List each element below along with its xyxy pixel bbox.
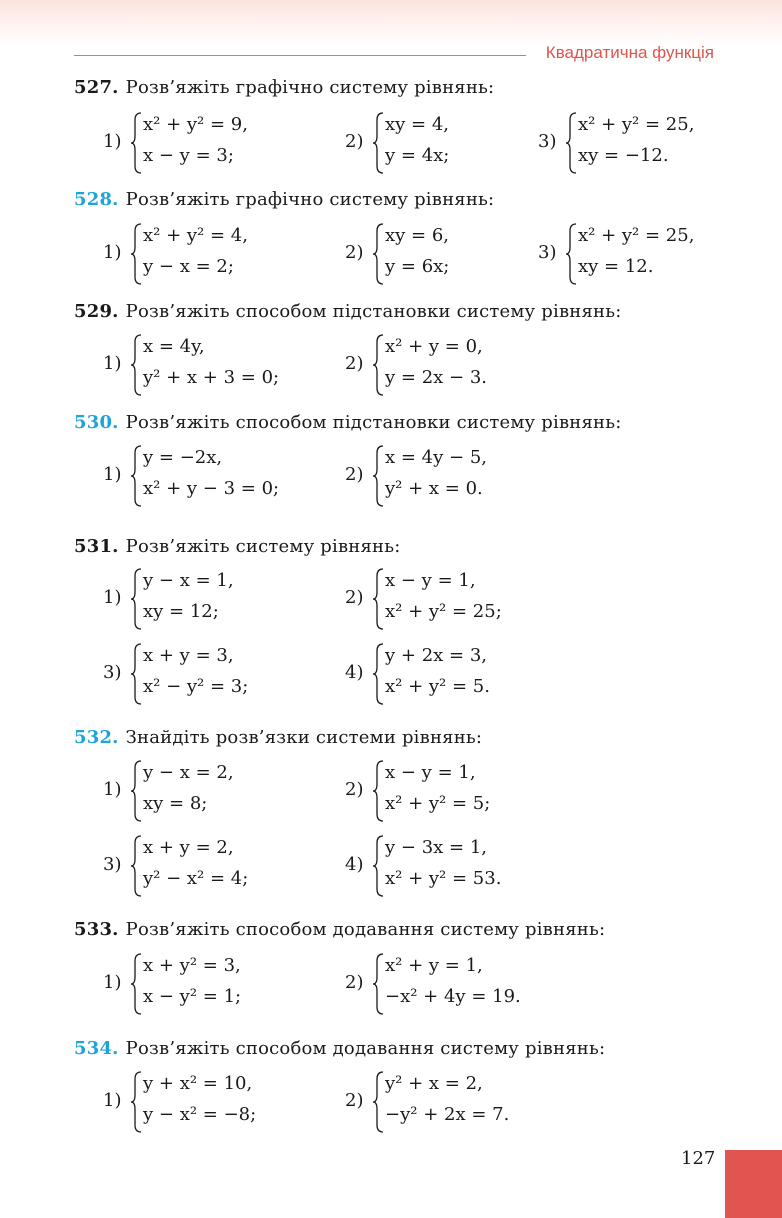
system-label: 1) bbox=[103, 131, 122, 152]
equation-1: y − 3x = 1, bbox=[385, 837, 487, 858]
problem-534 bbox=[74, 1038, 605, 1059]
problem-527 bbox=[74, 77, 494, 98]
equation-1: x² + y² = 9, bbox=[143, 114, 248, 135]
problem-number: 530. bbox=[74, 412, 119, 433]
equation-2: xy = 8; bbox=[143, 793, 208, 814]
brace-icon bbox=[372, 835, 384, 897]
equation-2: x − y = 3; bbox=[143, 145, 234, 166]
brace-icon bbox=[372, 334, 384, 396]
system-label: 4) bbox=[345, 662, 364, 683]
equation-2: y = 2x − 3. bbox=[385, 367, 487, 388]
brace-icon bbox=[372, 112, 384, 174]
equation-1: x − y = 1, bbox=[385, 762, 476, 783]
brace-icon bbox=[372, 445, 384, 507]
equation-2: y² + x + 3 = 0; bbox=[143, 367, 280, 388]
equation-1: y + 2x = 3, bbox=[385, 645, 487, 666]
brace-icon bbox=[130, 953, 142, 1015]
page-number: 127 bbox=[681, 1148, 716, 1169]
system-label: 2) bbox=[345, 972, 364, 993]
equation-2: x² + y² = 25; bbox=[385, 601, 502, 622]
equation-1: y² + x = 2, bbox=[385, 1073, 483, 1094]
problem-text: Розв’яжіть графічно систему рівнянь: bbox=[125, 189, 495, 210]
system-label: 1) bbox=[103, 972, 122, 993]
equation-1: x + y = 2, bbox=[143, 837, 234, 858]
equation-1: y − x = 2, bbox=[143, 762, 234, 783]
equation-2: y − x² = −8; bbox=[143, 1104, 257, 1125]
equation-1: x² + y = 0, bbox=[385, 336, 483, 357]
system-label: 3) bbox=[103, 854, 122, 875]
equation-2: −y² + 2x = 7. bbox=[385, 1104, 510, 1125]
brace-icon bbox=[372, 760, 384, 822]
page-corner-tab bbox=[725, 1150, 782, 1218]
system-label: 2) bbox=[345, 779, 364, 800]
problem-528 bbox=[74, 189, 494, 210]
equation-1: x² + y = 1, bbox=[385, 955, 483, 976]
equation-1: x − y = 1, bbox=[385, 570, 476, 591]
equation-2: xy = 12; bbox=[143, 601, 219, 622]
equation-2: y² − x² = 4; bbox=[143, 868, 249, 889]
system-label: 4) bbox=[345, 854, 364, 875]
problem-text: Розв’яжіть способом додавання систему рівнянь: bbox=[125, 919, 606, 940]
problem-number: 532. bbox=[74, 727, 119, 748]
equation-1: y = −2x, bbox=[143, 447, 223, 468]
system-label: 2) bbox=[345, 242, 364, 263]
brace-icon bbox=[372, 223, 384, 285]
equation-2: x² + y² = 5. bbox=[385, 676, 490, 697]
system-label: 3) bbox=[538, 131, 557, 152]
brace-icon bbox=[130, 835, 142, 897]
problem-number: 529. bbox=[74, 301, 119, 322]
equation-2: y = 6x; bbox=[385, 256, 450, 277]
system-label: 2) bbox=[345, 131, 364, 152]
equation-1: x = 4y − 5, bbox=[385, 447, 487, 468]
problem-531 bbox=[74, 536, 401, 557]
problem-number: 528. bbox=[74, 189, 119, 210]
equation-2: x² + y² = 5; bbox=[385, 793, 491, 814]
equation-1: x² + y² = 25, bbox=[578, 114, 695, 135]
problem-532 bbox=[74, 727, 482, 748]
brace-icon bbox=[130, 112, 142, 174]
equation-1: xy = 4, bbox=[385, 114, 450, 135]
brace-icon bbox=[130, 760, 142, 822]
problem-533 bbox=[74, 919, 605, 940]
equation-1: x = 4y, bbox=[143, 336, 205, 357]
equation-2: x − y² = 1; bbox=[143, 986, 242, 1007]
system-label: 2) bbox=[345, 587, 364, 608]
system-label: 1) bbox=[103, 587, 122, 608]
equation-1: x² + y² = 25, bbox=[578, 225, 695, 246]
problem-number: 531. bbox=[74, 536, 119, 557]
equation-2: x² − y² = 3; bbox=[143, 676, 249, 697]
equation-2: xy = −12. bbox=[578, 145, 669, 166]
problem-530 bbox=[74, 412, 622, 433]
brace-icon bbox=[565, 223, 577, 285]
system-label: 3) bbox=[103, 662, 122, 683]
header-rule bbox=[74, 55, 526, 56]
equation-2: x² + y − 3 = 0; bbox=[143, 478, 280, 499]
problem-text: Розв’яжіть способом підстановки систему рівнянь: bbox=[125, 301, 622, 322]
problem-number: 533. bbox=[74, 919, 119, 940]
equation-2: xy = 12. bbox=[578, 256, 654, 277]
equation-2: y² + x = 0. bbox=[385, 478, 483, 499]
brace-icon bbox=[130, 445, 142, 507]
brace-icon bbox=[130, 643, 142, 705]
chapter-title: Квадратична функція bbox=[545, 43, 714, 62]
system-label: 2) bbox=[345, 353, 364, 374]
problem-text: Розв’яжіть систему рівнянь: bbox=[125, 536, 401, 557]
header-band bbox=[0, 0, 782, 48]
problem-text: Знайдіть розв’язки системи рівнянь: bbox=[125, 727, 483, 748]
problem-text: Розв’яжіть графічно систему рівнянь: bbox=[125, 77, 495, 98]
equation-2: y = 4x; bbox=[385, 145, 450, 166]
equation-1: y + x² = 10, bbox=[143, 1073, 253, 1094]
system-label: 3) bbox=[538, 242, 557, 263]
equation-1: y − x = 1, bbox=[143, 570, 234, 591]
brace-icon bbox=[130, 334, 142, 396]
problem-text: Розв’яжіть способом підстановки систему рівнянь: bbox=[125, 412, 622, 433]
problem-number: 527. bbox=[74, 77, 119, 98]
system-label: 1) bbox=[103, 1090, 122, 1111]
equation-1: x + y = 3, bbox=[143, 645, 234, 666]
equation-1: x² + y² = 4, bbox=[143, 225, 248, 246]
problem-text: Розв’яжіть способом додавання систему рівнянь: bbox=[125, 1038, 606, 1059]
brace-icon bbox=[130, 223, 142, 285]
system-label: 1) bbox=[103, 353, 122, 374]
problem-529 bbox=[74, 301, 622, 322]
equation-1: xy = 6, bbox=[385, 225, 450, 246]
brace-icon bbox=[372, 643, 384, 705]
problem-number: 534. bbox=[74, 1038, 119, 1059]
equation-1: x + y² = 3, bbox=[143, 955, 241, 976]
brace-icon bbox=[130, 1071, 142, 1133]
equation-2: x² + y² = 53. bbox=[385, 868, 502, 889]
system-label: 1) bbox=[103, 242, 122, 263]
equation-2: −x² + 4y = 19. bbox=[385, 986, 521, 1007]
equation-2: y − x = 2; bbox=[143, 256, 234, 277]
system-label: 2) bbox=[345, 464, 364, 485]
brace-icon bbox=[372, 1071, 384, 1133]
system-label: 1) bbox=[103, 779, 122, 800]
brace-icon bbox=[372, 568, 384, 630]
brace-icon bbox=[565, 112, 577, 174]
system-label: 2) bbox=[345, 1090, 364, 1111]
brace-icon bbox=[372, 953, 384, 1015]
brace-icon bbox=[130, 568, 142, 630]
system-label: 1) bbox=[103, 464, 122, 485]
